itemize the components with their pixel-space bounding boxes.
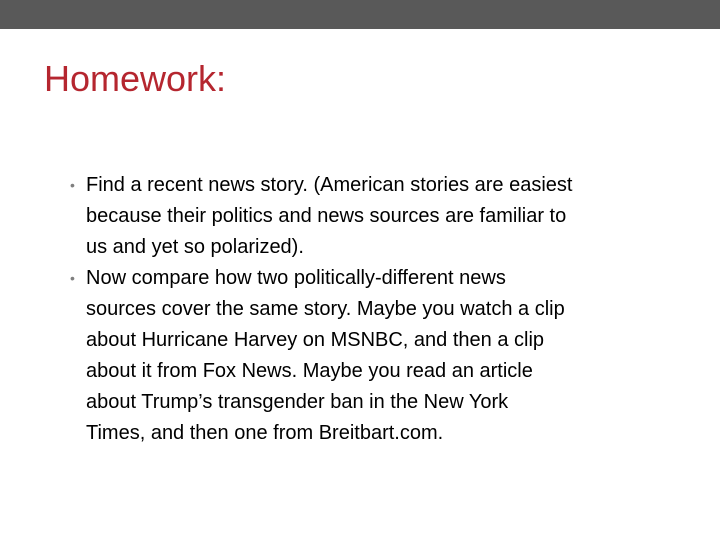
bullet-text-line: Times, and then one from Breitbart.com. [86, 422, 444, 444]
bullet-text-line: Now compare how two politically-different news [86, 267, 506, 289]
header-bar [0, 0, 720, 29]
bullet-icon: • [70, 270, 75, 286]
slide-title: Homework: [44, 58, 227, 99]
bullet-text-line: about Hurricane Harvey on MSNBC, and then a clip [86, 329, 545, 351]
bullet-text-line: about Trump’s transgender ban in the New York [86, 391, 509, 413]
bullet-item [70, 170, 690, 263]
bullet-icon: • [70, 177, 75, 193]
bullet-list [70, 170, 690, 449]
bullet-text-line: sources cover the same story. Maybe you watch a clip [86, 298, 565, 320]
bullet-item [70, 263, 690, 449]
bullet-text-line: about it from Fox News. Maybe you read an article [86, 360, 533, 382]
bullet-text-line: because their politics and news sources are familiar to [86, 205, 567, 227]
bullet-text-line: Find a recent news story. (American stories are easiest [86, 174, 573, 196]
bullet-text-line: us and yet so polarized). [86, 236, 304, 258]
